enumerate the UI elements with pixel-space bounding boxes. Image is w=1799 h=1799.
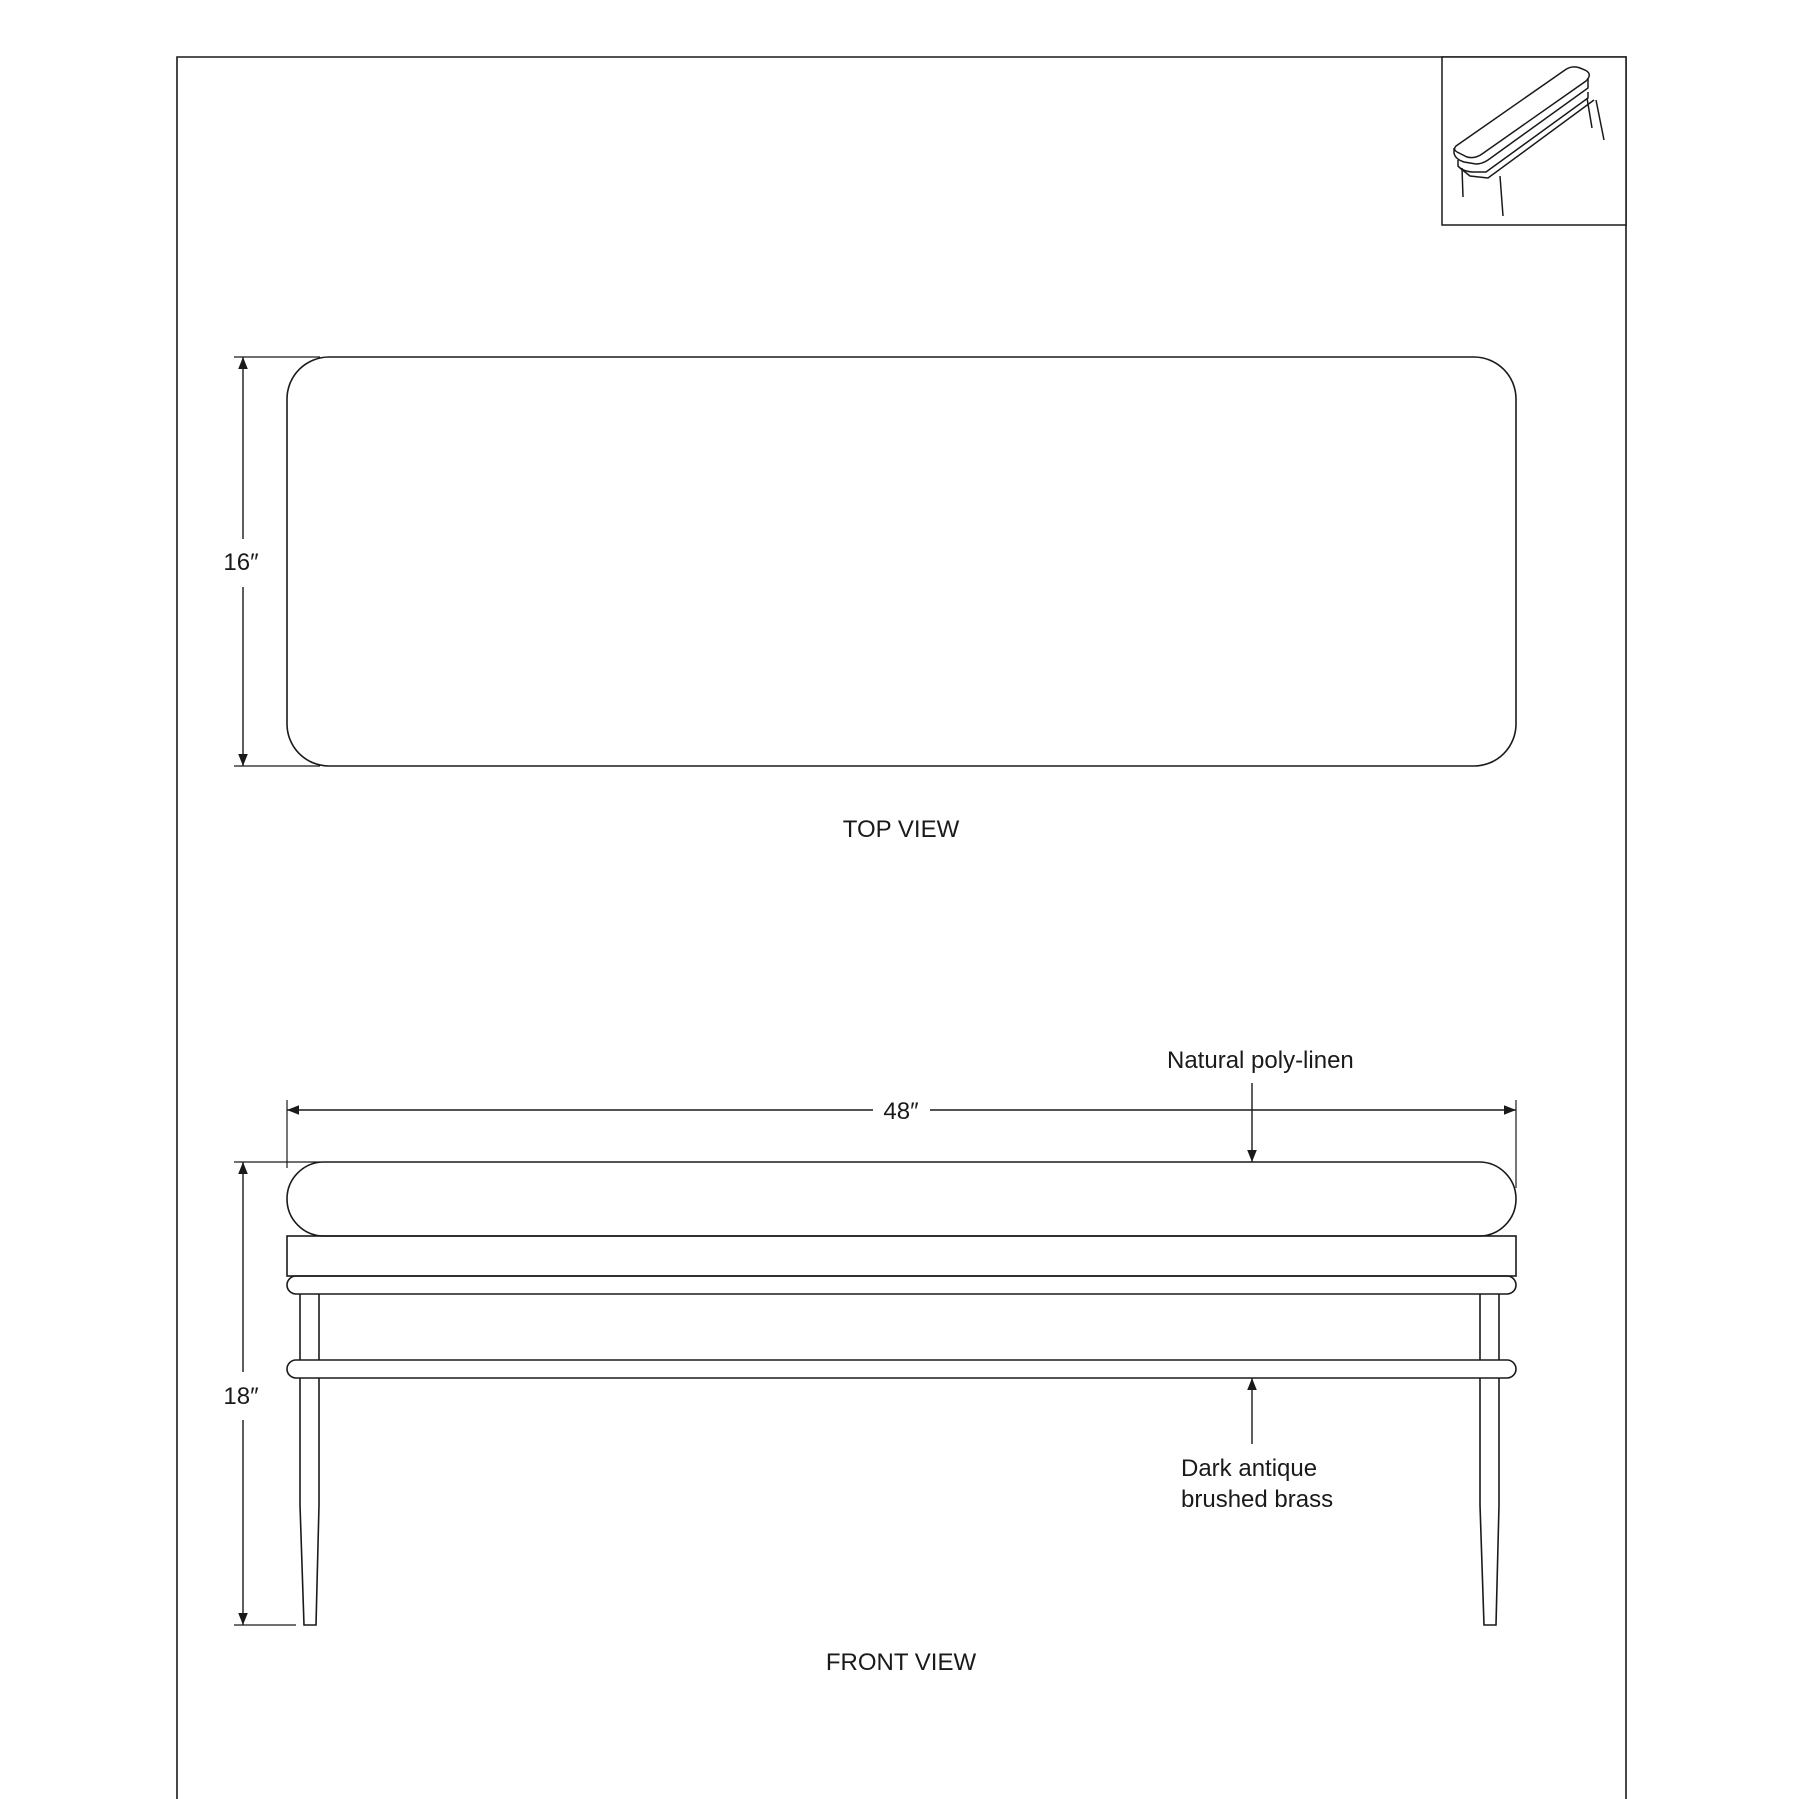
front-view-seat-base [287,1236,1516,1276]
perspective-thumbnail [1442,57,1626,225]
front-view-cushion [287,1162,1516,1236]
front-view-top-rail [287,1276,1516,1294]
front-view [287,1162,1516,1625]
finish-callout-label-line1: Dark antique [1181,1455,1318,1482]
top-view-seat-outline [287,357,1516,766]
height-dimension-label: 18″ [223,1383,259,1410]
depth-dimension-label: 16″ [223,549,259,576]
sheet-border [177,57,1626,1799]
front-view-leg-right [1480,1294,1499,1625]
front-view-leg-left [300,1294,319,1625]
front-view-caption: FRONT VIEW [825,1649,977,1676]
callouts [1167,1047,1354,1513]
upholstery-callout-label: Natural poly-linen [1167,1047,1354,1074]
width-dimension-label: 48″ [883,1098,919,1125]
top-view-caption: TOP VIEW [842,816,960,843]
front-view-stretcher [287,1360,1516,1378]
top-view [223,357,1516,843]
thumbnail-frame [1442,57,1626,225]
finish-callout-label-line2: brushed brass [1181,1486,1334,1513]
